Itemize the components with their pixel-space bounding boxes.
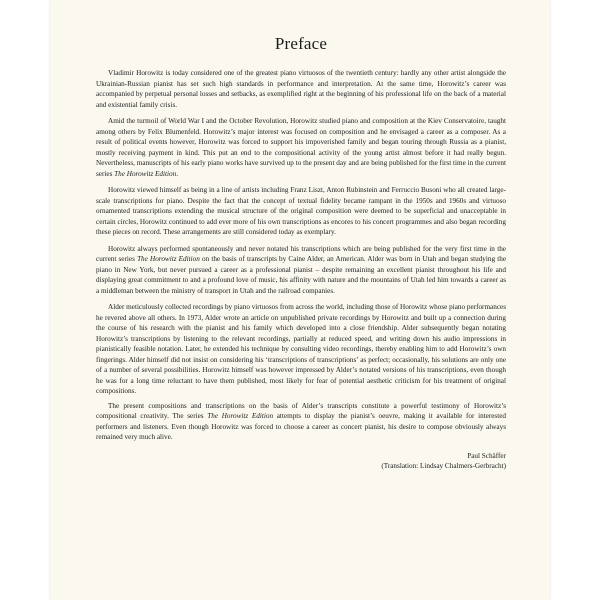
paragraph-5-text: Alder meticulously collected recordings by piano virtuosos from across the world, including those of Horowitz whose piano performances he revered above all others. In 1973, Alder wrote an article on unpublished private recordings by Horowitz and built up a connection during the course of his research with the pianist and his family which developed into a close friendship. Alder subsequently began notating Horowitz’s transcriptions by listening to the relevant recordings, partially at reduced speed, and writing down his audio impressions in pianistically feasible notation. Later, he extended his technique by consulting video recordings, thereby enabling him to add Horowitz’s own fingerings. Alder himself did not insist on considering his ‘transcriptions of transcriptions’ as perfect; occasionally, his solutions are only one of a number of several possibilities. Horowitz himself was however impressed by Alder’s notated versions of his transcriptions, even though he was for a long time reluctant to have them published, most likely for fear of potential aesthetic criticism for his treatment of original compositions. xyxy=(96,303,507,395)
translator-credit: (Translation: Lindsay Chalmers-Gerbracht) xyxy=(381,462,506,470)
paragraph-6 xyxy=(96,401,506,443)
page-content xyxy=(96,34,506,472)
signature-block xyxy=(96,451,506,472)
paragraph-6-text: The present compositions and transcriptions on the basis of Alder’s transcripts constitute a powerful testimony of Horowitz’s compositional creativity. The series xyxy=(96,401,506,420)
author-name: Paul Schäffer xyxy=(467,451,506,460)
paragraph-3 xyxy=(96,185,506,238)
series-name: The Horowitz Edition xyxy=(137,255,200,263)
paragraph-5 xyxy=(96,302,506,397)
paragraph-3-text: Horowitz viewed himself as being in a line of artists including Franz Liszt, Anton Rubinstein and Ferruccio Busoni who all created large-scale transcriptions for piano. Despite the fact that the concept of textual fidelity became rampant in the 1950s and 1960s and virtuoso ornamented transcriptions extending the musical structure of the original composition were deemed to be superficial and unacceptable in certain circles, Horowitz continued to add ever more of his own transcriptions as encores to his concert programmes and also began recording these pieces on record. These arrangements are still considered today as exemplary. xyxy=(96,186,506,236)
paragraph-4 xyxy=(96,244,506,297)
document-page xyxy=(50,0,550,600)
paragraph-6-text-end: attempts to display the pianist’s oeuvre, making it available for interested performers and listeners. Even though Horowitz was forced to choose a career as concert pianist, his desire to compose obviously always remained very much alive. xyxy=(96,412,507,441)
paragraph-2-text: Amid the turmoil of World War I and the October Revolution, Horowitz studied piano and composition at the Kiev Conservatoire, taught among others by Felix Blumenfeld. Horowitz’s major interest was focused on composition and he envisaged a career as a composer. As a result of political events however, Horowitz was forced to support his impoverished family and began touring through Russia as a pianist, mostly receiving payment in kind. This put an end to the compositional activity of the young artist almost before it had really begun. Nevertheless, manuscripts of his early piano works have survived up to the present day and are being published for the first time in the current series xyxy=(96,117,506,178)
page-title: Preface xyxy=(274,34,328,53)
paragraph-1-text: Vladimir Horowitz is today considered one of the greatest piano virtuosos of the twentieth century: hardly any other artist alongside the Ukrainian-Russian pianist has set such high standards in performance and interpretation. At the same time, Horowitz’s career was accompanied by perpetual personal losses and setbacks, as exemplified right at the beginning of his professional life on the back of a material and existential family crisis. xyxy=(96,69,506,109)
paragraph-2-text-end: . xyxy=(176,169,178,178)
paragraph-4-text-end: on the basis of transcripts by Caine Alder, an American. Alder was born in Utah and began studying the piano in New York, but never pursued a career as a professional pianist – despite remaining an excellent pianist throughout his life and displaying great commitment to and a profound love of music, his affinity with nature and the mountains of Utah led him towards a career as a middleman between the ministry of transport in Utah and the railroad companies. xyxy=(96,255,507,295)
paragraph-1 xyxy=(96,68,506,110)
paragraph-2 xyxy=(96,116,506,179)
series-name: The Horowitz Edition xyxy=(114,169,177,178)
series-name: The Horowitz Edition xyxy=(207,412,274,420)
paragraph-4-text: Horowitz always performed spontaneously and never notated his transcriptions which are being published for the very first time in the current series xyxy=(96,244,506,263)
